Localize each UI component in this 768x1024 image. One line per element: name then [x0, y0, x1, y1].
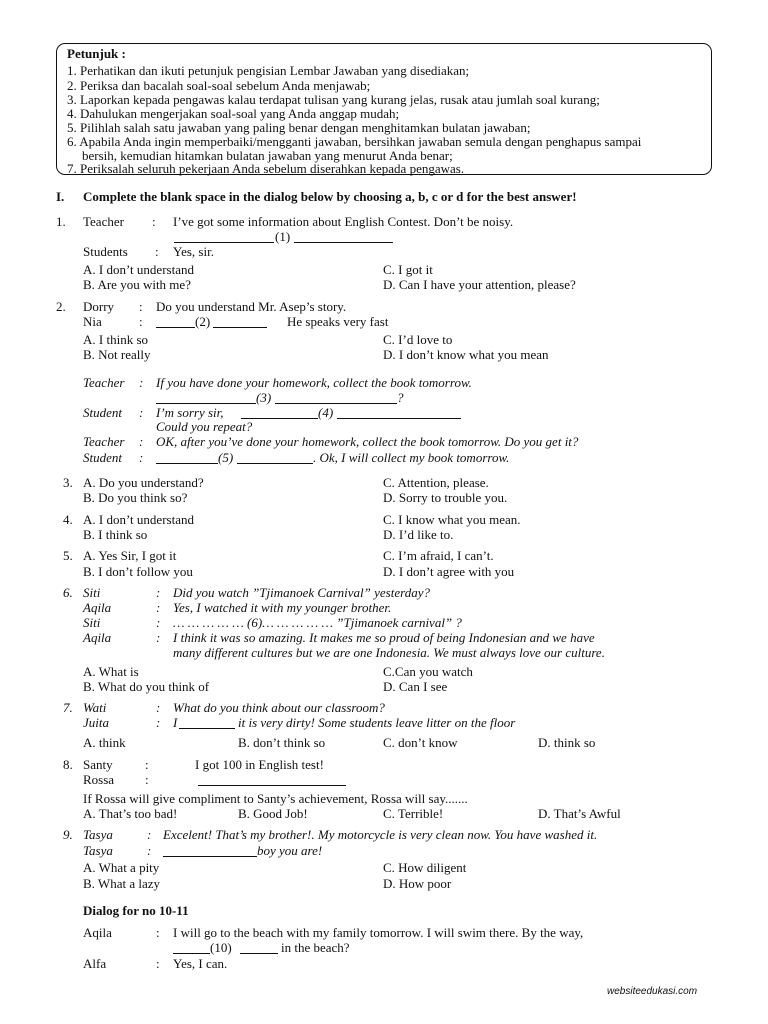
instruction-item: 7. Periksalah seluruh pekerjaan Anda sebelum diserahkan kepada pengawas.	[67, 161, 465, 176]
dialog-line: If you have done your homework, collect the book tomorrow.	[156, 375, 472, 390]
option-c: C. don’t know	[383, 735, 458, 750]
instruction-item: 2. Periksa dan bacalah soal-soal sebelum Anda menjawab;	[67, 78, 371, 93]
instruction-item: 1. Perhatikan dan ikuti petunjuk pengisian Lembar Jawaban yang disediakan;	[67, 63, 470, 78]
colon: :	[139, 405, 144, 420]
blank-line	[173, 953, 210, 954]
speaker: Tasya	[83, 843, 113, 858]
option-a: A. What a pity	[83, 860, 160, 875]
option-c: C. Terrible!	[383, 806, 444, 821]
dialog-line: . Ok, I will collect my book tomorrow.	[313, 450, 510, 465]
blank-number: (4)	[318, 405, 334, 420]
dialog-line: Excelent! That’s my brother!. My motorcycle is very clean now. You have washed it.	[163, 827, 598, 842]
option-b: B. Do you think so?	[83, 490, 188, 505]
option-b: B. Good Job!	[238, 806, 308, 821]
blank-line	[237, 463, 313, 464]
option-d: D. Sorry to trouble you.	[383, 490, 508, 505]
option-c: C.Can you watch	[383, 664, 473, 679]
blank-number: (10)	[210, 940, 232, 955]
speaker: Siti	[83, 585, 101, 600]
option-a: A. I don’t understand	[83, 262, 194, 277]
dialog-line: Yes, I watched it with my younger brother.	[173, 600, 392, 615]
dialog-line: Could you repeat?	[156, 419, 253, 434]
question-number: 3.	[63, 475, 73, 490]
dialog-line: I will go to the beach with my family tomorrow. I will swim there. By the way,	[173, 925, 584, 940]
option-c: C. How diligent	[383, 860, 467, 875]
option-b: B. I don’t follow you	[83, 564, 193, 579]
blank-number: (1)	[275, 229, 291, 244]
dialog-title: Dialog for no 10-11	[83, 903, 189, 918]
speaker: Tasya	[83, 827, 113, 842]
option-d: D. Can I have your attention, please?	[383, 277, 576, 292]
colon: :	[155, 244, 159, 259]
dialog-line: I’m sorry sir,	[156, 405, 224, 420]
dialog-line: Did you watch ”Tjimanoek Carnival” yesterday?	[173, 585, 430, 600]
blank-line	[294, 242, 393, 243]
colon: :	[145, 772, 149, 787]
option-d: D. think so	[538, 735, 596, 750]
dialog-line: Yes, I can.	[173, 956, 228, 971]
instruction-item: bersih, kemudian hitamkan bulatan jawaban yang menurut Anda benar;	[82, 148, 453, 163]
dialog-line: He speaks very fast	[287, 314, 389, 329]
option-d: D. I don’t know what you mean	[383, 347, 549, 362]
question-number: 5.	[63, 548, 73, 563]
speaker: Aqila	[83, 600, 112, 615]
blank-line	[174, 242, 274, 243]
dialog-line: Do you understand Mr. Asep’s story.	[156, 299, 347, 314]
option-c: C. I’d love to	[383, 332, 453, 347]
option-a: A. Yes Sir, I got it	[83, 548, 177, 563]
question-number: 8.	[63, 757, 73, 772]
dialog-line: What do you think about our classroom?	[173, 700, 385, 715]
option-d: D. That’s Awful	[538, 806, 621, 821]
option-a: A. I think so	[83, 332, 148, 347]
speaker: Wati	[83, 700, 107, 715]
blank-line	[275, 403, 397, 404]
option-a: A. What is	[83, 664, 139, 679]
option-d: D. Can I see	[383, 679, 448, 694]
option-d: D. How poor	[383, 876, 452, 891]
question-number: 9.	[63, 827, 73, 842]
question-number: 6.	[63, 585, 73, 600]
blank-line	[240, 953, 278, 954]
speaker: Juita	[83, 715, 109, 730]
blank-line	[179, 728, 235, 729]
dialog-line: boy you are!	[257, 843, 323, 858]
speaker: Student	[83, 450, 122, 465]
option-c: C. I know what you mean.	[383, 512, 521, 527]
speaker: Students	[83, 244, 128, 259]
blank-line	[163, 856, 257, 857]
section-number: I.	[56, 189, 65, 204]
question-number: 2.	[56, 299, 66, 314]
colon: :	[147, 827, 152, 842]
blank-number: (5)	[218, 450, 234, 465]
option-b: B. Not really	[83, 347, 151, 362]
question-number: 1.	[56, 214, 66, 229]
speaker: Dorry	[83, 299, 115, 314]
blank-number: (3)	[256, 390, 272, 405]
dialog-line: Yes, sir.	[173, 244, 214, 259]
option-d: D. I’d like to.	[383, 527, 454, 542]
option-b: B. What a lazy	[83, 876, 161, 891]
speaker: Student	[83, 405, 122, 420]
dialog-line: I think it was so amazing. It makes me so proud of being Indonesian and we have	[173, 630, 595, 645]
colon: :	[139, 375, 144, 390]
question-prompt: If Rossa will give compliment to Santy’s achievement, Rossa will say.......	[83, 791, 468, 806]
blank-line	[156, 463, 218, 464]
blank-line	[337, 418, 461, 419]
option-a: A. I don’t understand	[83, 512, 194, 527]
speaker: Aqila	[83, 630, 112, 645]
option-a: A. Do you understand?	[83, 475, 204, 490]
colon: :	[156, 956, 160, 971]
speaker: Teacher	[83, 375, 125, 390]
colon: :	[152, 214, 156, 229]
speaker: Santy	[83, 757, 113, 772]
dialog-line: OK, after you’ve done your homework, collect the book tomorrow. Do you get it?	[156, 434, 579, 449]
speaker: Rossa	[83, 772, 115, 787]
option-d: D. I don’t agree with you	[383, 564, 515, 579]
dialog-line: many different cultures but we are one Indonesia. We must always love our culture.	[173, 645, 605, 660]
dialog-line: I	[173, 715, 178, 730]
speaker: Teacher	[83, 214, 124, 229]
instruction-item: 5. Pilihlah salah satu jawaban yang paling benar dengan menghitamkan bulatan jawaban;	[67, 120, 531, 135]
dialog-line: it is very dirty! Some students leave litter on the floor	[238, 715, 516, 730]
colon: :	[156, 715, 161, 730]
dialog-line: I’ve got some information about English Contest. Don’t be noisy.	[173, 214, 514, 229]
section-instruction: Complete the blank space in the dialog below by choosing a, b, c or d for the best answer!	[83, 189, 577, 204]
instructions-title: Petunjuk :	[67, 46, 126, 61]
dialog-line: in the beach?	[281, 940, 350, 955]
colon: :	[156, 630, 161, 645]
footer-watermark: websiteedukasi.com	[607, 986, 698, 997]
option-c: C. I’m afraid, I can’t.	[383, 548, 494, 563]
option-b: B. I think so	[83, 527, 148, 542]
blank-number: (2)	[195, 314, 211, 329]
speaker: Teacher	[83, 434, 125, 449]
colon: :	[156, 700, 161, 715]
blank-line	[241, 418, 318, 419]
question-number: 4.	[63, 512, 73, 527]
dialog-punct: ?	[397, 390, 404, 405]
dialog-line: I got 100 in English test!	[195, 757, 324, 772]
option-b: B. don’t think so	[238, 735, 326, 750]
colon: :	[139, 299, 143, 314]
colon: :	[147, 843, 152, 858]
option-a: A. That’s too bad!	[83, 806, 178, 821]
question-number: 7.	[63, 700, 73, 715]
blank-line	[198, 785, 346, 786]
instruction-item: 6. Apabila Anda ingin memperbaiki/mengganti jawaban, bersihkan jawaban semula dengan penghapus sampai	[67, 134, 642, 149]
speaker: Nia	[83, 314, 102, 329]
speaker: Aqila	[83, 925, 112, 940]
instruction-item: 3. Laporkan kepada pengawas kalau terdapat tulisan yang kurang jelas, rusak atau jumlah soal kurang;	[67, 92, 600, 107]
colon: :	[139, 314, 143, 329]
option-b: B. What do you think of	[83, 679, 210, 694]
option-c: C. I got it	[383, 262, 433, 277]
colon: :	[139, 434, 144, 449]
colon: :	[139, 450, 144, 465]
speaker: Siti	[83, 615, 101, 630]
dialog-line: … … … … … (6)… … … … … ”Tjimanoek carnival” ?	[173, 615, 462, 630]
blank-line	[213, 327, 267, 328]
colon: :	[145, 757, 149, 772]
colon: :	[156, 615, 161, 630]
instruction-item: 4. Dahulukan mengerjakan soal-soal yang Anda anggap mudah;	[67, 106, 400, 121]
option-b: B. Are you with me?	[83, 277, 191, 292]
blank-line	[156, 403, 256, 404]
colon: :	[156, 600, 161, 615]
option-c: C. Attention, please.	[383, 475, 489, 490]
option-a: A. think	[83, 735, 126, 750]
blank-line	[156, 327, 195, 328]
colon: :	[156, 925, 160, 940]
speaker: Alfa	[83, 956, 107, 971]
colon: :	[156, 585, 161, 600]
